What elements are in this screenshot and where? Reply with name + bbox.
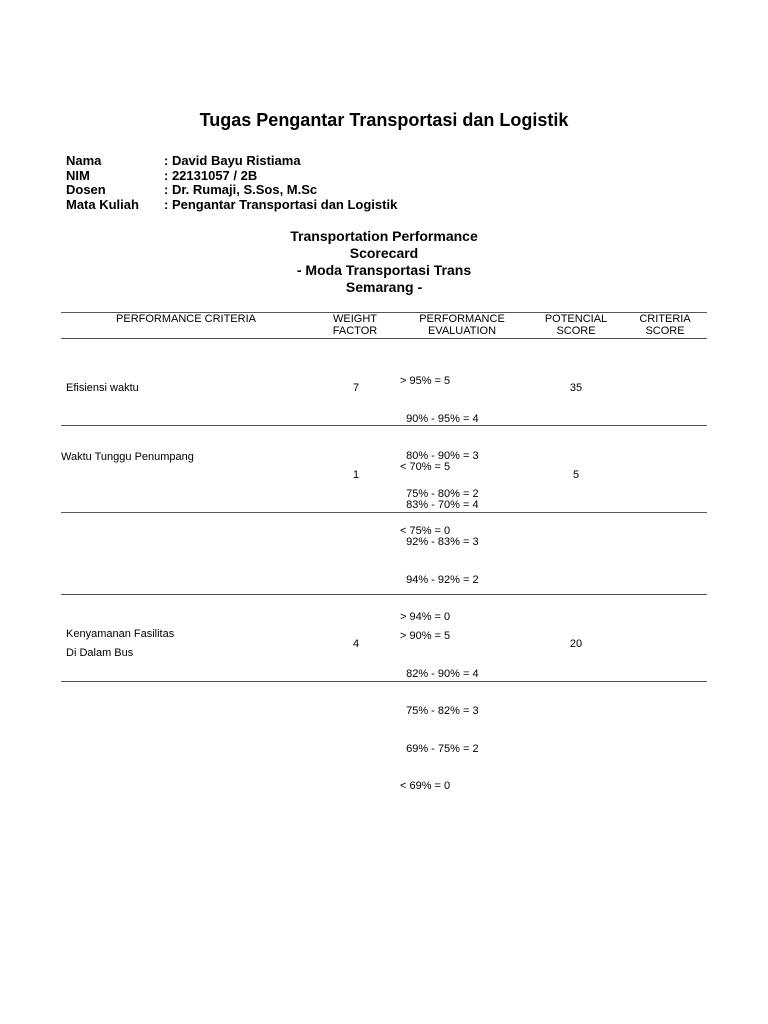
evaluation-line: < 75% = 0 <box>400 525 451 537</box>
student-info <box>66 154 397 212</box>
scorecard-title-line: Scorecard <box>349 245 419 261</box>
evaluation-line: 69% - 75% = 2 <box>400 742 479 755</box>
evaluation-line: 94% - 92% = 2 <box>400 573 479 586</box>
header-performance-criteria <box>61 313 311 325</box>
header-text: EVALUATION <box>427 325 497 337</box>
info-row-dosen <box>66 183 397 198</box>
evaluation-line: < 70% = 5 <box>400 461 451 473</box>
info-row-nama <box>66 154 397 169</box>
info-value: : 22131057 / 2B <box>164 167 258 183</box>
evaluation-line: 80% - 90% = 3 <box>400 450 479 462</box>
criteria-text: Waktu Tunggu Penumpang <box>61 451 194 463</box>
header-text: SCORE <box>645 325 685 337</box>
info-row-mata-kuliah <box>66 198 397 213</box>
potencial-score-cell: 35 <box>569 382 583 394</box>
criteria-text: Efisiensi waktu <box>66 382 139 394</box>
info-label: Nama <box>66 153 102 168</box>
criteria-cell <box>66 382 139 394</box>
evaluation-line: 75% - 82% = 3 <box>400 705 479 717</box>
criteria-text: Di Dalam Bus <box>66 647 134 659</box>
weight-cell: 4 <box>352 638 360 650</box>
evaluation-line: 92% - 83% = 3 <box>400 536 479 548</box>
evaluation-line: 82% - 90% = 4 <box>400 667 479 680</box>
header-criteria-score <box>630 313 700 337</box>
header-text: WEIGHT <box>333 313 377 325</box>
evaluation-cell <box>400 605 479 805</box>
criteria-cell <box>61 451 194 463</box>
potencial-score-cell: 5 <box>572 469 580 481</box>
evaluation-line: 83% - 70% = 4 <box>400 498 479 511</box>
table-bottom-rule <box>61 681 707 682</box>
row-divider <box>61 512 707 513</box>
header-text: POTENCIAL <box>544 313 608 325</box>
header-rule <box>61 338 707 339</box>
scorecard-title <box>0 228 768 296</box>
header-potencial-score <box>531 313 621 337</box>
header-performance-evaluation <box>402 313 522 337</box>
info-label: Dosen <box>66 182 106 197</box>
row-divider <box>61 594 707 595</box>
evaluation-line: < 69% = 0 <box>400 780 451 792</box>
header-text: FACTOR <box>332 325 378 337</box>
info-row-nim <box>66 169 397 184</box>
header-text: CRITERIA <box>639 313 691 325</box>
potencial-score-cell: 20 <box>569 638 583 650</box>
criteria-cell <box>66 625 174 663</box>
evaluation-line: 75% - 80% = 2 <box>400 487 479 500</box>
header-weight-factor <box>315 313 395 337</box>
page-title: Tugas Pengantar Transportasi dan Logistik <box>199 110 569 130</box>
header-text: SCORE <box>556 325 596 337</box>
header-text: PERFORMANCE <box>419 313 505 325</box>
row-divider <box>61 425 707 426</box>
info-label: Mata Kuliah <box>66 196 139 212</box>
evaluation-line: > 90% = 5 <box>400 630 451 642</box>
weight-cell: 1 <box>352 469 360 481</box>
criteria-text: Kenyamanan Fasilitas <box>66 628 175 640</box>
evaluation-line: > 94% = 0 <box>400 611 451 623</box>
weight-cell: 7 <box>352 382 360 394</box>
evaluation-line: 90% - 95% = 4 <box>400 412 479 425</box>
evaluation-line: > 95% = 5 <box>400 375 451 387</box>
info-value: : Dr. Rumaji, S.Sos, M.Sc <box>164 182 318 197</box>
info-label: NIM <box>66 167 90 183</box>
scorecard-title-line: Transportation Performance <box>290 228 478 244</box>
header-text: PERFORMANCE CRITERIA <box>116 313 256 325</box>
info-value: : Pengantar Transportasi dan Logistik <box>164 196 398 212</box>
scorecard-title-line: - Moda Transportasi Trans <box>296 262 472 278</box>
info-value: : David Bayu Ristiama <box>164 153 301 168</box>
scorecard-title-line: Semarang - <box>345 279 423 295</box>
